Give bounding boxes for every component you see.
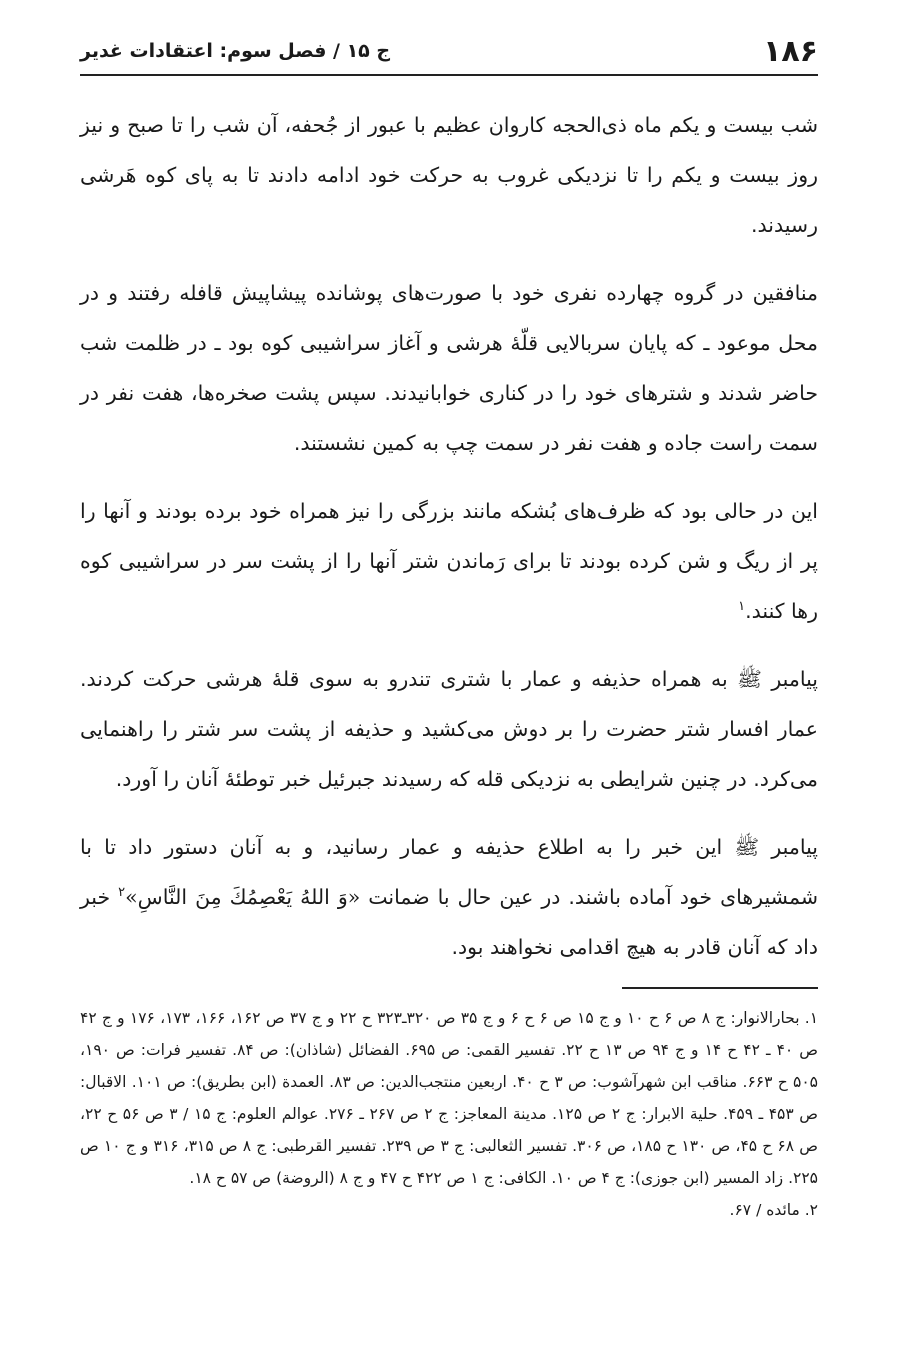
paragraph bbox=[80, 268, 818, 468]
paragraph bbox=[80, 100, 818, 250]
footnote-marker: ۱ bbox=[738, 599, 746, 615]
quran-quote: «وَ اللهُ يَعْصِمُكَ مِنَ النَّاسِ» bbox=[125, 885, 361, 909]
page-number: ۱۸۶ bbox=[763, 33, 818, 69]
paragraph-text: شب بیست و یکم ماه ذی‌الحجه کاروان عظیم با عبور از جُحفه، آن شب را تا صبح و نیز روز بیست و یکم را تا نزدیکی غروب به حرکت خود ادامه دادند تا به پای کوه هَرشی رسیدند. bbox=[80, 113, 818, 237]
main-text bbox=[80, 100, 818, 990]
paragraph-text: منافقین در گروه چهارده نفری خود با صورت‌های پوشانده پیشاپیش قافله رفتند و در محل موعود ـ که پایان سربالایی قلّهٔ هرشی و آغاز سراشیبی کوه بود ـ در ظلمت شب حاضر شدند و شترهای خود را در کناری خوابانیدند. سپس پشت صخره‌ها، هفت نفر در سمت راست جاده و هفت نفر در سمت چپ به کمین نشستند. bbox=[80, 281, 818, 455]
footnote-divider bbox=[622, 987, 818, 989]
footnote-marker: ۲ bbox=[118, 885, 126, 901]
running-head: ج ۱۵ / فصل سوم: اعتقادات غدیر bbox=[80, 40, 391, 62]
footnotes bbox=[80, 1002, 818, 1226]
paragraph-text: خبر داد که آنان قادر به هیچ اقدامی نخواهند بود. bbox=[80, 885, 818, 959]
page-header bbox=[80, 28, 818, 76]
footnote: ۲. مائده / ۶۷. bbox=[729, 1201, 818, 1219]
paragraph bbox=[80, 486, 818, 636]
footnote: ۱. بحارالانوار: ج ۸ ص ۶ ح ۱۰ و ج ۱۵ ص ۶ ح ۶ و ج ۳۵ ص ۳۲۰ـ۳۲۳ ح ۲۲ و ج ۳۷ ص ۱۶۲، ۱۶۶، ۱۷۳، ۱۷۶ و ج ۴۲ ص ۴۰ ـ ۴۲ ح ۱۴ و ج ۹۴ ص ۱۳ ح ۲۲. تفسیر القمی: ص ۶۹۵. الفضائل (شاذان): ص ۸۴. تفسیر فرات: ص ۱۹۰، ۵۰۵ ح ۶۶۳. مناقب ابن شهرآشوب: ص ۳ ح ۴۰. اربعین منتجب‌الدین: ص ۸۳. العمدة (ابن بطریق): ص ۱۰۱. الاقبال: ص ۴۵۳ ـ ۴۵۹. حلیة الابرار: ج ۲ ص ۱۲۵. مدینة المعاجز: ج ۲ ص ۲۶۷ ـ ۲۷۶. عوالم العلوم: ج ۱۵ / ۳ ص ۵۶ ح ۲۲، ص ۶۸ ح ۴۵، ص ۱۳۰ ح ۱۸۵، ص ۳۰۶. تفسیر الثعالبی: ج ۳ ص ۲۳۹. تفسیر القرطبی: ج ۸ ص ۳۱۵، ۳۱۶ و ج ۱۰ ص ۲۲۵. زاد المسیر (ابن جوزی): ج ۴ ص ۱۰. الکافی: ج ۱ ص ۴۲۲ ح ۴۷ و ج ۸ (الروضة) ص ۵۷ ح ۱۸. bbox=[80, 1009, 819, 1187]
paragraph bbox=[80, 654, 818, 804]
paragraph bbox=[80, 822, 818, 972]
paragraph-text: پیامبر ﷺ این خبر را به اطلاع حذیفه و عمار رسانید، و به آنان دستور داد تا با شمشیرهای خود آماده باشند. در عین حال با ضمانت bbox=[80, 835, 818, 909]
paragraph-text: این در حالی بود که ظرف‌های بُشکه مانند بزرگی را نیز همراه خود برده بودند و آنها را پر از ریگ و شن کرده بودند تا برای رَماندن شتر آنها را از پشت سر در سراشیبی کوه رها کنند. bbox=[80, 499, 818, 623]
paragraph-text: پیامبر ﷺ به همراه حذیفه و عمار با شتری تندرو به سوی قلهٔ هرشی حرکت کردند. عمار افسار شتر حضرت را بر دوش می‌کشید و حذیفه از پشت سر شتر را راهنمایی می‌کرد. در چنین شرایطی به نزدیکی قله که رسیدند جبرئیل خبر توطئهٔ آنان را آورد. bbox=[80, 667, 818, 791]
